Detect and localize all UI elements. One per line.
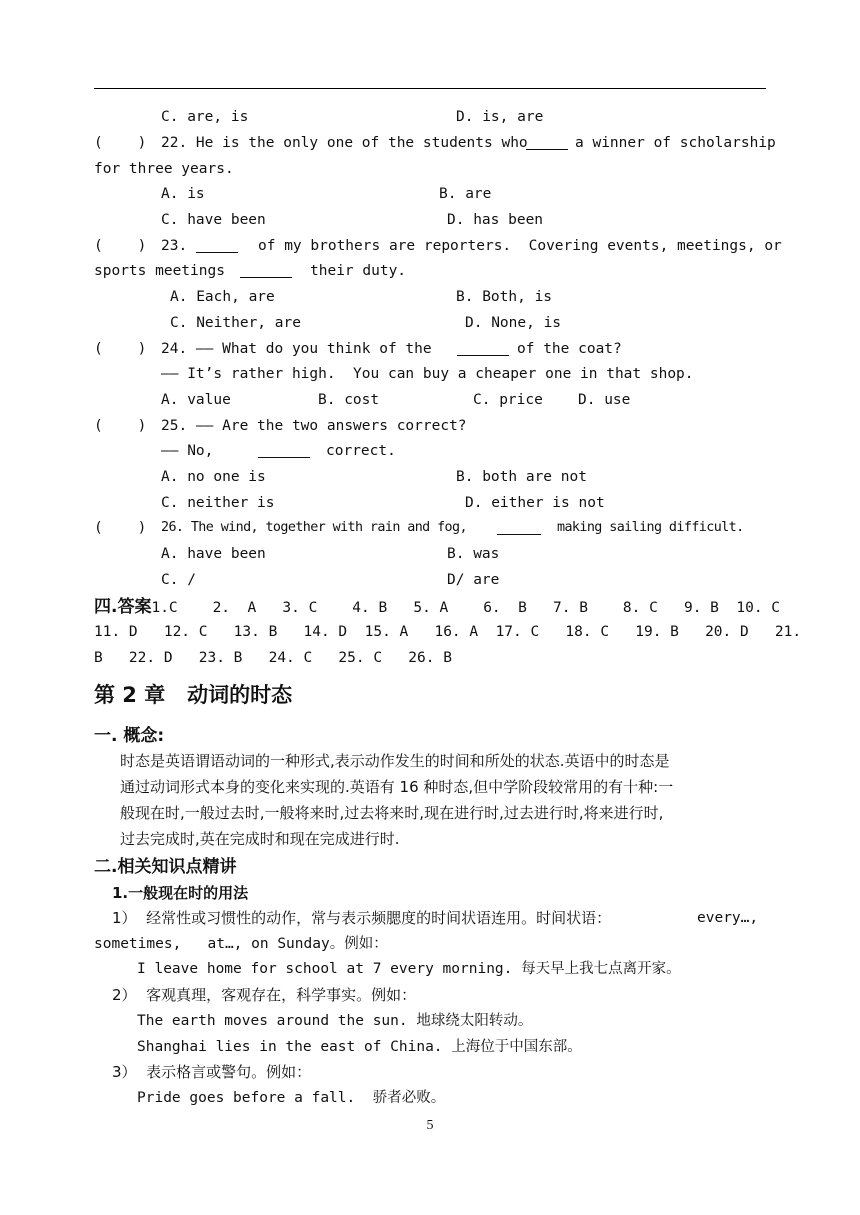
answer-blank	[258, 457, 310, 458]
usage-item: 2） 客观真理，客观存在，科学事实。例如：	[112, 986, 417, 1004]
dialogue-reply: correct.	[326, 443, 396, 459]
usage-item: 3） 表示格言或警句。例如：	[112, 1063, 312, 1081]
question-stem: 26. The wind, together with rain and fog,	[161, 520, 467, 535]
example-sentence: The earth moves around the sun. 地球绕太阳转动。	[137, 1013, 533, 1029]
answer-paren: ( )	[94, 520, 147, 536]
option-b: B. both are not	[456, 469, 587, 485]
option-a: A. value	[161, 392, 231, 408]
answer-blank	[457, 355, 509, 356]
question-stem-continued: for three years.	[94, 161, 234, 177]
answer-key-label: 四.答案	[94, 597, 152, 617]
question-stem-continued: their duty.	[310, 263, 407, 279]
usage-item: every…,	[697, 910, 759, 926]
usage-item: 1） 经常性或习惯性的动作，常与表示频腮度的时间状语连用。时间状语：	[112, 909, 612, 927]
example-sentence: Shanghai lies in the east of China. 上海位于中国东部。	[137, 1039, 582, 1055]
option-b: B. Both, is	[456, 289, 553, 305]
option-a: A. no one is	[161, 469, 266, 485]
dialogue-reply: —— It’s rather high. You can buy a cheaper one in that shop.	[161, 366, 694, 382]
question-number: 23.	[161, 238, 188, 254]
example-sentence: I leave home for school at 7 every morning. 每天早上我七点离开家。	[137, 961, 681, 977]
subsection-heading: 1.一般现在时的用法	[112, 884, 249, 902]
option-d: D. use	[578, 392, 631, 408]
answer-paren: ( )	[94, 135, 147, 151]
header-rule	[94, 88, 766, 89]
question-stem: a winner of scholarship	[575, 135, 776, 151]
option-b: B. are	[439, 186, 492, 202]
question-stem-continued: sports meetings	[94, 263, 225, 279]
answer-paren: ( )	[94, 238, 147, 254]
answer-blank	[240, 277, 292, 278]
question-stem: of my brothers are reporters. Covering events, meetings, or	[258, 238, 782, 254]
option-d: D. is, are	[456, 109, 544, 125]
option-c: C. /	[161, 572, 196, 588]
section-heading: 一. 概念:	[94, 726, 165, 746]
option-c: C. Neither, are	[170, 315, 301, 331]
page-number: 5	[426, 1118, 434, 1133]
paragraph-line: 过去完成时,英在完成时和现在完成进行时.	[120, 830, 400, 848]
question-stem: of the coat?	[517, 341, 622, 357]
dialogue-reply: —— No,	[161, 443, 214, 459]
answer-paren: ( )	[94, 341, 147, 357]
option-b: B. was	[447, 546, 500, 562]
question-stem: 22. He is the only one of the students who	[161, 135, 528, 151]
option-c: C. price	[473, 392, 543, 408]
option-b: B. cost	[318, 392, 380, 408]
option-c: C. neither is	[161, 495, 275, 511]
paragraph-line: 般现在时,一般过去时,一般将来时,过去将来时,现在进行时,过去进行时,将来进行时,	[120, 804, 664, 822]
option-d: D. None, is	[465, 315, 562, 331]
chapter-title: 第 2 章 动词的时态	[94, 683, 293, 707]
option-a: A. have been	[161, 546, 266, 562]
question-stem: 24. —— What do you think of the	[161, 341, 432, 357]
answer-blank	[497, 534, 541, 535]
option-a: A. Each, are	[170, 289, 275, 305]
option-d: D/ are	[447, 572, 500, 588]
question-stem: 25. —— Are the two answers correct?	[161, 418, 467, 434]
answer-key-values: B 22. D 23. B 24. C 25. C 26. B	[94, 650, 452, 666]
question-stem: making sailing difficult.	[557, 520, 744, 535]
paragraph-line: 时态是英语谓语动词的一种形式,表示动作发生的时间和所处的状态.英语中的时态是	[120, 752, 670, 770]
option-c: C. are, is	[161, 109, 249, 125]
answer-key-values: 11. D 12. C 13. B 14. D 15. A 16. A 17. C 18. C 19. B 20. D 21.	[94, 624, 802, 640]
example-sentence: Pride goes before a fall. 骄者必败。	[137, 1090, 446, 1106]
paragraph-line: 通过动词形式本身的变化来实现的.英语有 16 种时态,但中学阶段较常用的有十种:一	[120, 778, 674, 796]
answer-paren: ( )	[94, 418, 147, 434]
answer-blank	[196, 252, 238, 253]
answer-key-values: 1.C 2. A 3. C 4. B 5. A 6. B 7. B 8. C 9. B 10. C	[151, 600, 781, 616]
answer-blank	[526, 149, 568, 150]
option-d: D. has been	[447, 212, 544, 228]
option-a: A. is	[161, 186, 205, 202]
section-heading: 二.相关知识点精讲	[94, 857, 237, 877]
answer-key-line	[94, 594, 780, 620]
option-d: D. either is not	[465, 495, 605, 511]
option-c: C. have been	[161, 212, 266, 228]
usage-item-continued: sometimes, at…, on Sunday。例如：	[94, 936, 388, 952]
